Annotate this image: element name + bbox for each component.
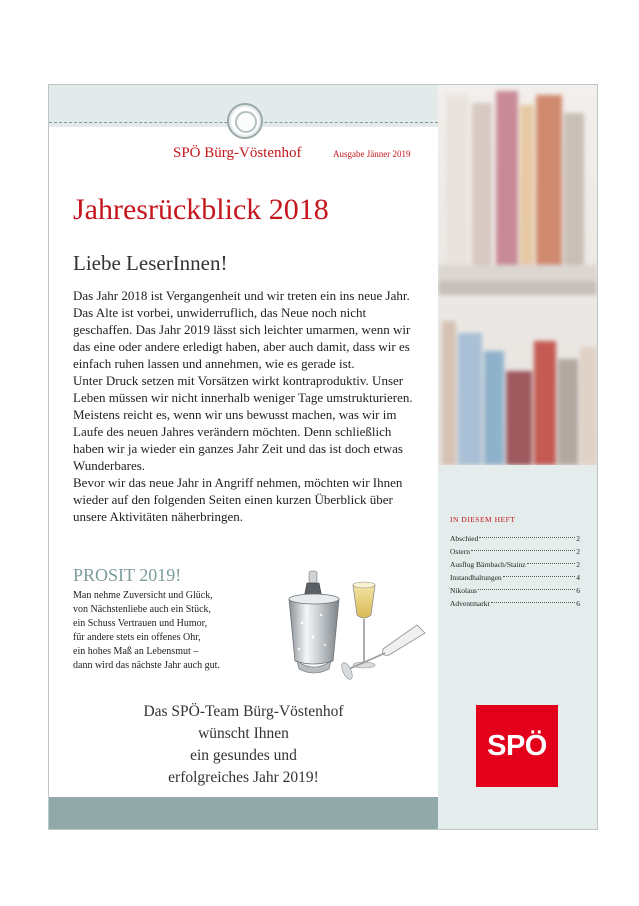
logo-text: SPÖ: [487, 729, 547, 762]
champagne-illustration: [277, 563, 427, 693]
toc-dot-leader: [491, 602, 576, 603]
poem-line: für andere stets ein offenes Ohr,: [73, 632, 201, 643]
toc-item-page: 6: [576, 586, 580, 595]
toc-item-page: 2: [576, 560, 580, 569]
toc-item-page: 4: [576, 573, 580, 582]
bookshelf-photo: [438, 85, 597, 465]
article-paragraph: Das Jahr 2018 ist Vergangenheit und wir treten ein ins neue Jahr. Das Alte ist vorbei, unwiderruflich, das Neue noch nicht geschaffen. Das Jahr 2019 lässt sich leichter umarmen, wenn wir das eine oder andere erledigt haben, aber auch damit, dass wir es einfach ruhen lassen und annehmen, wie es gerade ist.: [73, 288, 411, 371]
toc-item-page: 2: [576, 547, 580, 556]
toc-dot-leader: [527, 563, 576, 564]
toc-dot-leader: [503, 576, 576, 577]
article-greeting: Liebe LeserInnen!: [73, 251, 228, 275]
toc-item-page: 6: [576, 599, 580, 608]
poem-line: Man nehme Zuversicht und Glück,: [73, 590, 213, 601]
poem-line: ein hohes Maß an Lebensmut –: [73, 646, 199, 657]
main-column: [49, 85, 438, 829]
toc-item-label: Ausflug Bärnbach/Stainz: [450, 560, 526, 569]
toc-dot-leader: [479, 537, 575, 538]
toc-item: [450, 571, 580, 584]
toc-item-label: Nikolaus: [450, 586, 478, 595]
toc-item: [450, 532, 580, 545]
newsletter-page: [48, 84, 598, 830]
article-paragraph: Unter Druck setzen mit Vorsätzen wirkt kontraproduktiv. Unser Leben müssen wir nicht innerhalb weniger Tage umstrukturieren. Meistens reicht es, wenn wir uns bewusst machen, was wir im Laufe des neuen Jahres verändern möchten. Denn schließlich haben wir ja wieder ein ganzes Jahr Zeit und das ist doch etwas Wunderbares.: [73, 373, 413, 473]
footer-band: [49, 797, 438, 829]
toc-item-label: Adventmarkt: [450, 599, 490, 608]
prosit-poem: [73, 589, 263, 673]
toc-item: [450, 584, 580, 597]
poem-line: dann wird das nächste Jahr auch gut.: [73, 660, 220, 671]
article-title: Jahresrückblick 2018: [73, 193, 329, 226]
organization-name: SPÖ Bürg-Vöstenhof: [173, 145, 302, 161]
issue-label: Ausgabe Jänner 2019: [333, 149, 411, 159]
table-of-contents: [450, 515, 580, 610]
closing-line: Das SPÖ-Team Bürg-Vöstenhof: [143, 703, 344, 720]
poem-line: von Nächstenliebe auch ein Stück,: [73, 604, 212, 615]
spoe-logo: [476, 705, 558, 787]
closing-line: ein gesundes und: [190, 747, 297, 764]
prosit-heading: PROSIT 2019!: [73, 565, 182, 585]
side-panel: [438, 85, 597, 829]
closing-message: [49, 701, 438, 789]
toc-item-page: 2: [576, 534, 580, 543]
article-paragraph: Bevor wir das neue Jahr in Angriff nehmen, möchten wir Ihnen wieder auf den folgenden Seiten einen kurzen Überblick über unsere Aktivitäten näherbringen.: [73, 475, 403, 524]
toc-heading: IN DIESEM HEFT: [450, 515, 516, 524]
toc-item-label: Instandhaltungen: [450, 573, 502, 582]
toc-item-label: Ostern: [450, 547, 470, 556]
article-body: [73, 287, 423, 525]
poem-line: ein Schuss Vertrauen und Humor,: [73, 618, 208, 629]
toc-item: [450, 545, 580, 558]
toc-dot-leader: [478, 589, 575, 590]
toc-item: [450, 597, 580, 610]
toc-item-label: Abschied: [450, 534, 479, 543]
toc-item: [450, 558, 580, 571]
toc-dot-leader: [471, 550, 575, 551]
closing-line: wünscht Ihnen: [198, 725, 289, 742]
closing-line: erfolgreiches Jahr 2019!: [168, 769, 319, 786]
ring-ornament: [227, 103, 263, 139]
